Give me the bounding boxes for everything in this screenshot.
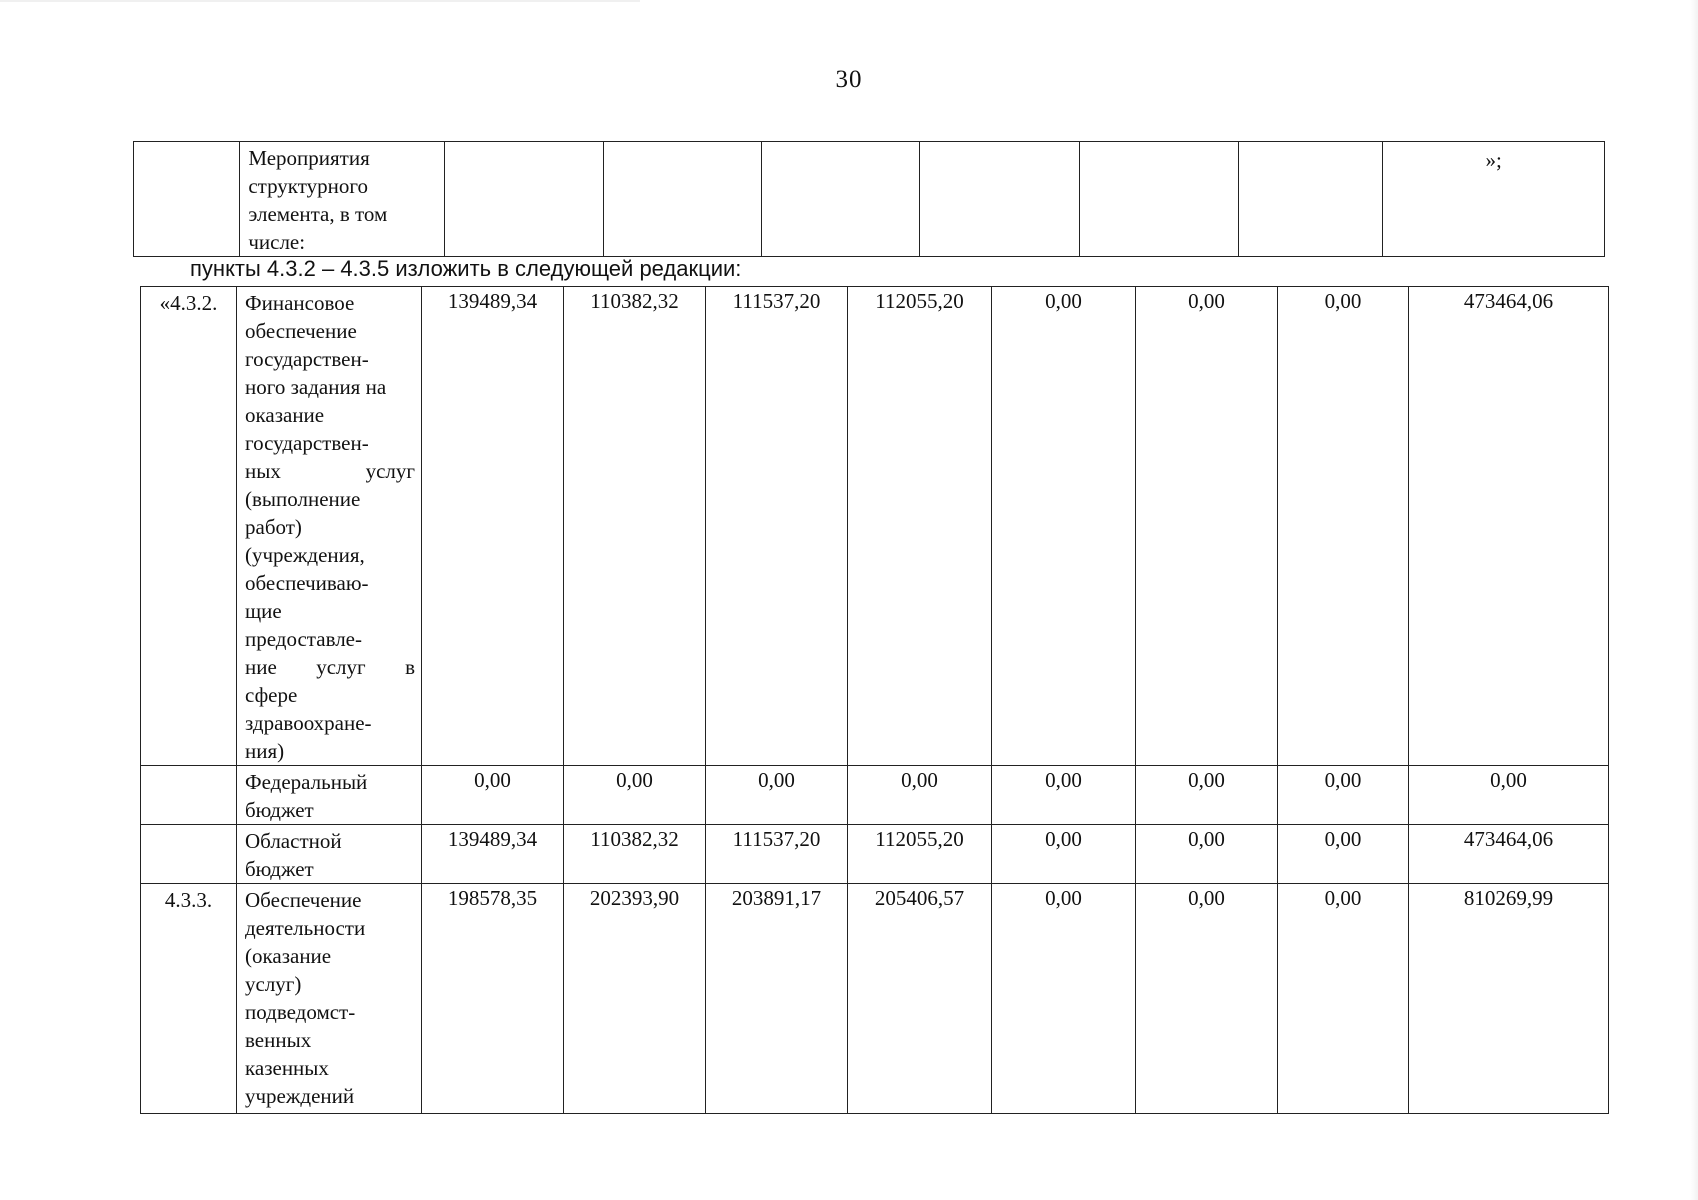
value-cell: 110382,32 (564, 825, 706, 884)
value-cell: 0,00 (848, 766, 992, 825)
value-cell: 0,00 (1136, 825, 1278, 884)
name-line: числе: (248, 230, 306, 254)
table-row (134, 142, 1605, 257)
total-cell: 810269,99 (1409, 884, 1609, 1114)
table-row (141, 287, 1609, 766)
value-cell (1079, 142, 1239, 257)
name-line: Мероприятия (248, 146, 370, 170)
row-code (141, 825, 237, 884)
value-cell (920, 142, 1080, 257)
top-table-fragment (133, 141, 1605, 257)
total-cell: 473464,06 (1409, 825, 1609, 884)
name-line: элемента, в том (248, 202, 388, 226)
value-cell: 110382,32 (564, 287, 706, 766)
name-line: работ) (245, 515, 302, 539)
name-line: Финансовое (245, 291, 355, 315)
name-line: (учреждения, (245, 543, 365, 567)
name-line: ния) (245, 739, 285, 763)
value-cell: 0,00 (1278, 287, 1409, 766)
scan-artifact (0, 0, 640, 2)
value-cell: 202393,90 (564, 884, 706, 1114)
value-cell: 112055,20 (848, 825, 992, 884)
name-line: ние услуг в (245, 655, 415, 679)
value-cell: 0,00 (992, 287, 1136, 766)
name-line: оказание (245, 403, 325, 427)
name-line: государствен- (245, 431, 369, 455)
value-cell: 139489,34 (422, 287, 564, 766)
total-cell: 473464,06 (1409, 287, 1609, 766)
name-line: учреждений (245, 1084, 355, 1108)
value-cell: 0,00 (422, 766, 564, 825)
name-line: деятельности (245, 916, 366, 940)
value-cell: 0,00 (992, 825, 1136, 884)
name-line: сфере (245, 683, 298, 707)
name-line: услуг) (245, 972, 302, 996)
total-cell: 0,00 (1409, 766, 1609, 825)
value-cell (445, 142, 603, 257)
value-cell: 0,00 (1136, 766, 1278, 825)
row-code: 4.3.3. (141, 884, 237, 1114)
value-cell: 0,00 (564, 766, 706, 825)
row-name (237, 766, 422, 825)
scan-edge-artifact (1690, 0, 1698, 1200)
row-name (237, 825, 422, 884)
name-line: Федеральный (245, 770, 368, 794)
name-line: (выполнение (245, 487, 361, 511)
value-cell: 205406,57 (848, 884, 992, 1114)
row-code: «4.3.2. (141, 287, 237, 766)
name-line: ного задания на (245, 375, 387, 399)
name-line: подведомст- (245, 1000, 356, 1024)
value-cell: 0,00 (1278, 766, 1409, 825)
value-cell: 0,00 (1278, 884, 1409, 1114)
value-cell: 0,00 (992, 884, 1136, 1114)
value-cell (762, 142, 920, 257)
name-line: бюджет (245, 798, 314, 822)
name-line: Областной (245, 829, 342, 853)
row-code (141, 766, 237, 825)
value-cell: 112055,20 (848, 287, 992, 766)
value-cell: 111537,20 (706, 825, 848, 884)
name-line: казенных (245, 1056, 329, 1080)
name-line: Обеспечение (245, 888, 362, 912)
table-row (141, 766, 1609, 825)
name-line: бюджет (245, 857, 314, 881)
name-line: венных (245, 1028, 312, 1052)
amendment-instruction: пункты 4.3.2 – 4.3.5 изложить в следующей редакции: (190, 256, 742, 281)
name-line: обеспечиваю- (245, 571, 369, 595)
value-cell: 198578,35 (422, 884, 564, 1114)
row-name (237, 287, 422, 766)
page-number: 30 (835, 66, 863, 93)
value-cell: 111537,20 (706, 287, 848, 766)
value-cell: 0,00 (1136, 884, 1278, 1114)
value-cell: 0,00 (1278, 825, 1409, 884)
row-name (237, 884, 422, 1114)
code-cell (134, 142, 240, 257)
table-row (141, 884, 1609, 1114)
name-line: государствен- (245, 347, 369, 371)
name-line: предоставле- (245, 627, 362, 651)
funding-table (140, 286, 1609, 1114)
value-cell: 0,00 (1136, 287, 1278, 766)
closing-mark: »; (1383, 142, 1605, 257)
name-line: (оказание (245, 944, 332, 968)
value-cell: 0,00 (992, 766, 1136, 825)
name-line: здравоохране- (245, 711, 372, 735)
value-cell (603, 142, 761, 257)
value-cell (1239, 142, 1383, 257)
table-row (141, 825, 1609, 884)
name-line: щие (245, 599, 282, 623)
name-line: структурного (248, 174, 368, 198)
value-cell: 0,00 (706, 766, 848, 825)
name-line: ных услуг (245, 459, 415, 483)
value-cell: 139489,34 (422, 825, 564, 884)
value-cell: 203891,17 (706, 884, 848, 1114)
name-line: обеспечение (245, 319, 357, 343)
name-cell (240, 142, 445, 257)
